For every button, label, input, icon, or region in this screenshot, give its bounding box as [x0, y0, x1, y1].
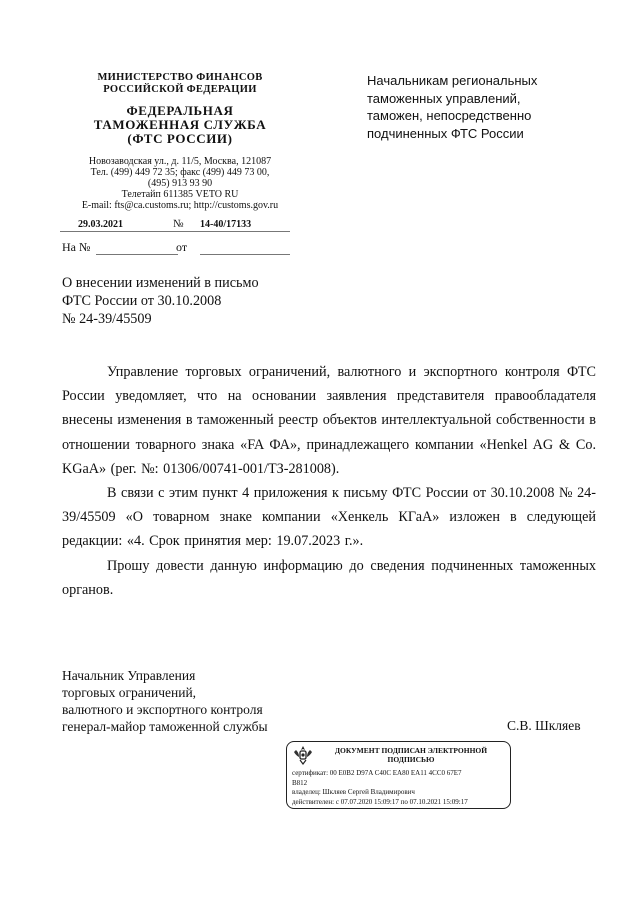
- teletype-line: Телетайп 611385 VETO RU: [121, 189, 239, 200]
- subject-line: О внесении изменений в письмо: [62, 275, 259, 291]
- body-paragraph: Прошу довести данную информацию до сведения подчиненных таможенных органов.: [62, 557, 596, 598]
- stamp-heading-line: ПОДПИСЬЮ: [387, 755, 435, 764]
- emblem-icon: [291, 744, 315, 766]
- signatory-title-line: валютного и экспортного контроля: [62, 702, 263, 717]
- signatory-title-line: торговых ограничений,: [62, 685, 197, 700]
- signatory-title-line: генерал-майор таможенной службы: [62, 719, 268, 734]
- body-paragraph: Управление торговых ограничений, валютного и экспортного контроля ФТС России уведомляет, что на основании заявления представителя правообладателя внесены изменения в таможенный реестр объектов интеллектуальной собственности в отношении товарного знака «FA ФА», принадлежащего компании «Henkel AG & Co. KGaA» (рег. №: 01306/00741-001/ТЗ-281008).: [62, 364, 596, 477]
- phone-line: (495) 913 93 90: [147, 178, 213, 189]
- address-line: Новозаводская ул., д. 11/5, Москва, 121087: [88, 156, 272, 167]
- ministry-line: МИНИСТЕРСТВО ФИНАНСОВ: [97, 72, 263, 83]
- reference-date-blank: [200, 254, 290, 255]
- stamp-certificate: сертификат: 00 E0B2 D97A C40C EA80 EA11 4CC0 67E7: [292, 769, 462, 777]
- phone-line: Тел. (499) 449 72 35; факс (499) 449 73 00,: [90, 167, 270, 178]
- signatory-title: [62, 667, 342, 735]
- stamp-details: [292, 769, 507, 807]
- registration-date: 29.03.2021: [78, 219, 123, 230]
- reference-date-label: от: [176, 240, 188, 254]
- stamp-heading: [317, 746, 505, 764]
- sender-address: [52, 156, 308, 211]
- service-line: (ФТС РОССИИ): [127, 131, 233, 146]
- stamp-certificate: B812: [292, 778, 308, 787]
- letter-subject: [62, 274, 302, 328]
- registration-number-label: №: [173, 218, 184, 230]
- sender-header: [52, 72, 308, 211]
- body-paragraph: В связи с этим пункт 4 приложения к письму ФТС России от 30.10.2008 № 24-39/45509 «О товарном знаке компании «Хенкель КГаА» изложен в следующей редакции: «4. Срок принятия мер: 19.07.2023 г.».: [62, 485, 596, 550]
- subject-line: № 24-39/45509: [62, 311, 152, 327]
- stamp-owner: владелец: Шкляев Сергей Владимирович: [292, 788, 415, 796]
- service-name: [52, 104, 308, 146]
- addressee-line: таможенных управлений,: [367, 90, 521, 106]
- registration-line: [60, 216, 290, 232]
- addressee-block: [367, 72, 597, 142]
- subject-line: ФТС России от 30.10.2008: [62, 293, 222, 309]
- registration-number: 14-40/17133: [200, 219, 252, 230]
- reference-line: [60, 240, 290, 258]
- addressee-line: подчиненных ФТС России: [367, 125, 524, 141]
- service-line: ФЕДЕРАЛЬНАЯ: [126, 103, 234, 118]
- electronic-signature-stamp: [286, 741, 511, 809]
- letter-body: [62, 360, 596, 602]
- ministry-name: [52, 72, 308, 96]
- email-line: E-mail: fts@ca.customs.ru; http://customs.gov.ru: [81, 200, 279, 211]
- stamp-validity: действителен: с 07.07.2020 15:09:17 по 07.10.2021 15:09:17: [292, 797, 468, 806]
- stamp-heading-line: ДОКУМЕНТ ПОДПИСАН ЭЛЕКТРОННОЙ: [334, 746, 488, 755]
- ministry-line: РОССИЙСКОЙ ФЕДЕРАЦИИ: [103, 84, 257, 95]
- signatory-name: С.В. Шкляев: [507, 718, 581, 733]
- reference-number-blank: [96, 254, 178, 255]
- addressee-line: Начальникам региональных: [367, 73, 538, 88]
- service-line: ТАМОЖЕННАЯ СЛУЖБА: [93, 117, 267, 132]
- registration-underline: [60, 231, 290, 232]
- addressee-line: таможен, непосредственно: [367, 108, 532, 123]
- signatory-title-line: Начальник Управления: [62, 668, 196, 683]
- reference-number-label: На №: [62, 240, 91, 254]
